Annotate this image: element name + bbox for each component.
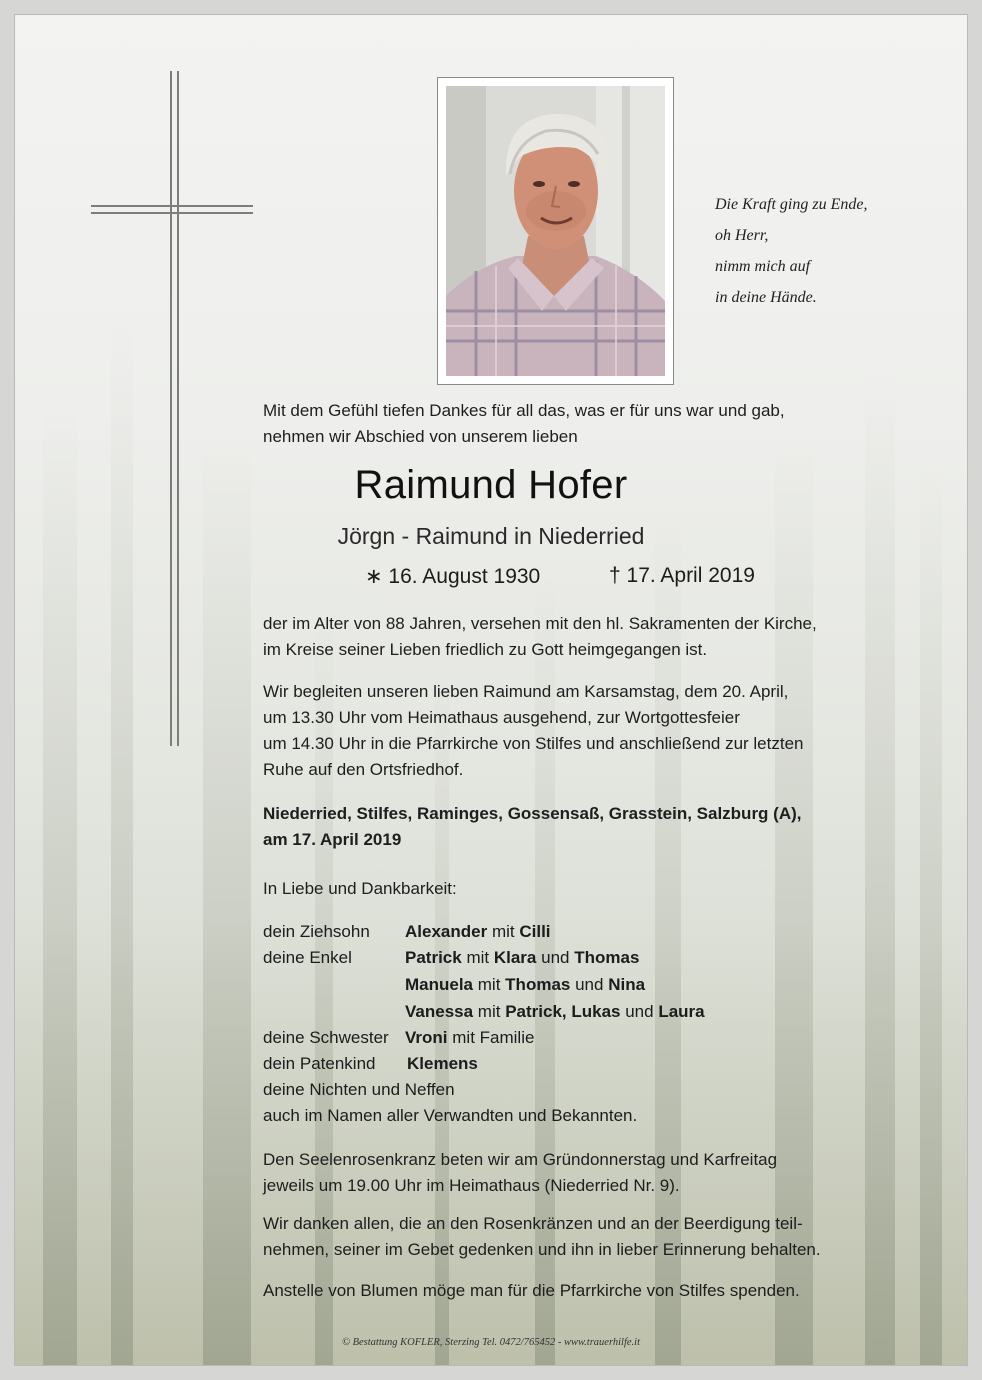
- portrait-photo: [446, 86, 665, 376]
- thanks-line: Wir danken allen, die an den Rosenkränzen und an der Beerdigung teil-: [263, 1214, 803, 1233]
- family-conj: und: [625, 1002, 654, 1021]
- family-name: Klara: [493, 948, 537, 967]
- intro-line: Mit dem Gefühl tiefen Dankes für all das, was er für uns war und gab,: [263, 401, 785, 420]
- family-entry: [405, 918, 551, 945]
- family-entry: [407, 1050, 478, 1077]
- family-name: Vanessa: [405, 1002, 474, 1021]
- quote-line: oh Herr,: [715, 227, 769, 244]
- family-name: Nina: [608, 975, 646, 994]
- family-name: Cilli: [519, 922, 551, 941]
- obituary-card: [14, 14, 968, 1366]
- family-name: Alexander: [405, 922, 488, 941]
- cross-icon-line: [177, 71, 179, 746]
- quote-line: in deine Hände.: [715, 289, 817, 306]
- cross-icon: [170, 71, 172, 746]
- family-entry: [405, 944, 639, 971]
- family-label: deine Schwester: [263, 1028, 389, 1047]
- family-label: deine Enkel: [263, 948, 352, 967]
- funeral-line: um 13.30 Uhr vom Heimathaus ausgehend, zur Wortgottesfeier: [263, 708, 740, 727]
- funeral-line: Ruhe auf den Ortsfriedhof.: [263, 760, 464, 779]
- body-line: im Kreise seiner Lieben friedlich zu Gott heimgegangen ist.: [263, 640, 708, 659]
- family-conj: und: [541, 948, 570, 967]
- family-line: auch im Namen aller Verwandten und Bekannten.: [263, 1106, 638, 1125]
- rosary-line: jeweils um 19.00 Uhr im Heimathaus (Niederried Nr. 9).: [263, 1176, 680, 1195]
- mourners-intro: In Liebe und Dankbarkeit:: [263, 879, 457, 898]
- place-line: am 17. April 2019: [263, 830, 402, 849]
- funeral-line: Wir begleiten unseren lieben Raimund am Karsamstag, dem 20. April,: [263, 682, 789, 701]
- family-name: Klemens: [407, 1054, 478, 1073]
- birth-date: ∗ 16. August 1930: [365, 565, 541, 588]
- flowers-line: Anstelle von Blumen möge man für die Pfarrkirche von Stilfes spenden.: [263, 1281, 800, 1300]
- quote-line: Die Kraft ging zu Ende,: [715, 196, 868, 213]
- death-date: † 17. April 2019: [609, 564, 755, 587]
- funeral-line: um 14.30 Uhr in die Pfarrkirche von Stilfes und anschließend zur letzten: [263, 734, 804, 753]
- family-entry: [405, 1024, 534, 1051]
- family-conj: mit: [491, 922, 515, 941]
- family-conj: mit: [477, 1002, 501, 1021]
- family-entry: [405, 998, 705, 1025]
- family-entry: [405, 971, 645, 998]
- portrait-frame: [437, 77, 674, 385]
- family-label: dein Ziehsohn: [263, 922, 370, 941]
- family-conj: mit: [477, 975, 501, 994]
- deceased-name: Raimund Hofer: [354, 463, 628, 507]
- family-name: Manuela: [405, 975, 474, 994]
- family-line: deine Nichten und Neffen: [263, 1080, 455, 1099]
- intro-line: nehmen wir Abschied von unserem lieben: [263, 427, 578, 446]
- family-name: Patrick: [405, 948, 462, 967]
- family-conj: mit Familie: [452, 1028, 535, 1047]
- family-name: Thomas: [505, 975, 571, 994]
- family-name: Thomas: [574, 948, 640, 967]
- place-line: Niederried, Stilfes, Raminges, Gossensaß, Grasstein, Salzburg (A),: [263, 804, 802, 823]
- quote-line: nimm mich auf: [715, 258, 811, 275]
- deceased-nickname: Jörgn - Raimund in Niederried: [337, 523, 645, 549]
- footer-credit: © Bestattung KOFLER, Sterzing Tel. 0472/765452 - www.trauerhilfe.it: [341, 1337, 640, 1348]
- cross-icon-bar: [91, 212, 253, 214]
- cross-icon-bar: [91, 205, 253, 207]
- body-line: der im Alter von 88 Jahren, versehen mit den hl. Sakramenten der Kirche,: [263, 614, 817, 633]
- rosary-line: Den Seelenrosenkranz beten wir am Gründonnerstag und Karfreitag: [263, 1150, 778, 1169]
- family-name: Patrick, Lukas: [505, 1002, 621, 1021]
- family-name: Laura: [658, 1002, 705, 1021]
- quote: [715, 189, 915, 313]
- family-conj: und: [575, 975, 604, 994]
- family-conj: mit: [466, 948, 490, 967]
- family-label: dein Patenkind: [263, 1054, 376, 1073]
- family-name: Vroni: [405, 1028, 448, 1047]
- thanks-line: nehmen, seiner im Gebet gedenken und ihn in lieber Erinnerung behalten.: [263, 1240, 821, 1259]
